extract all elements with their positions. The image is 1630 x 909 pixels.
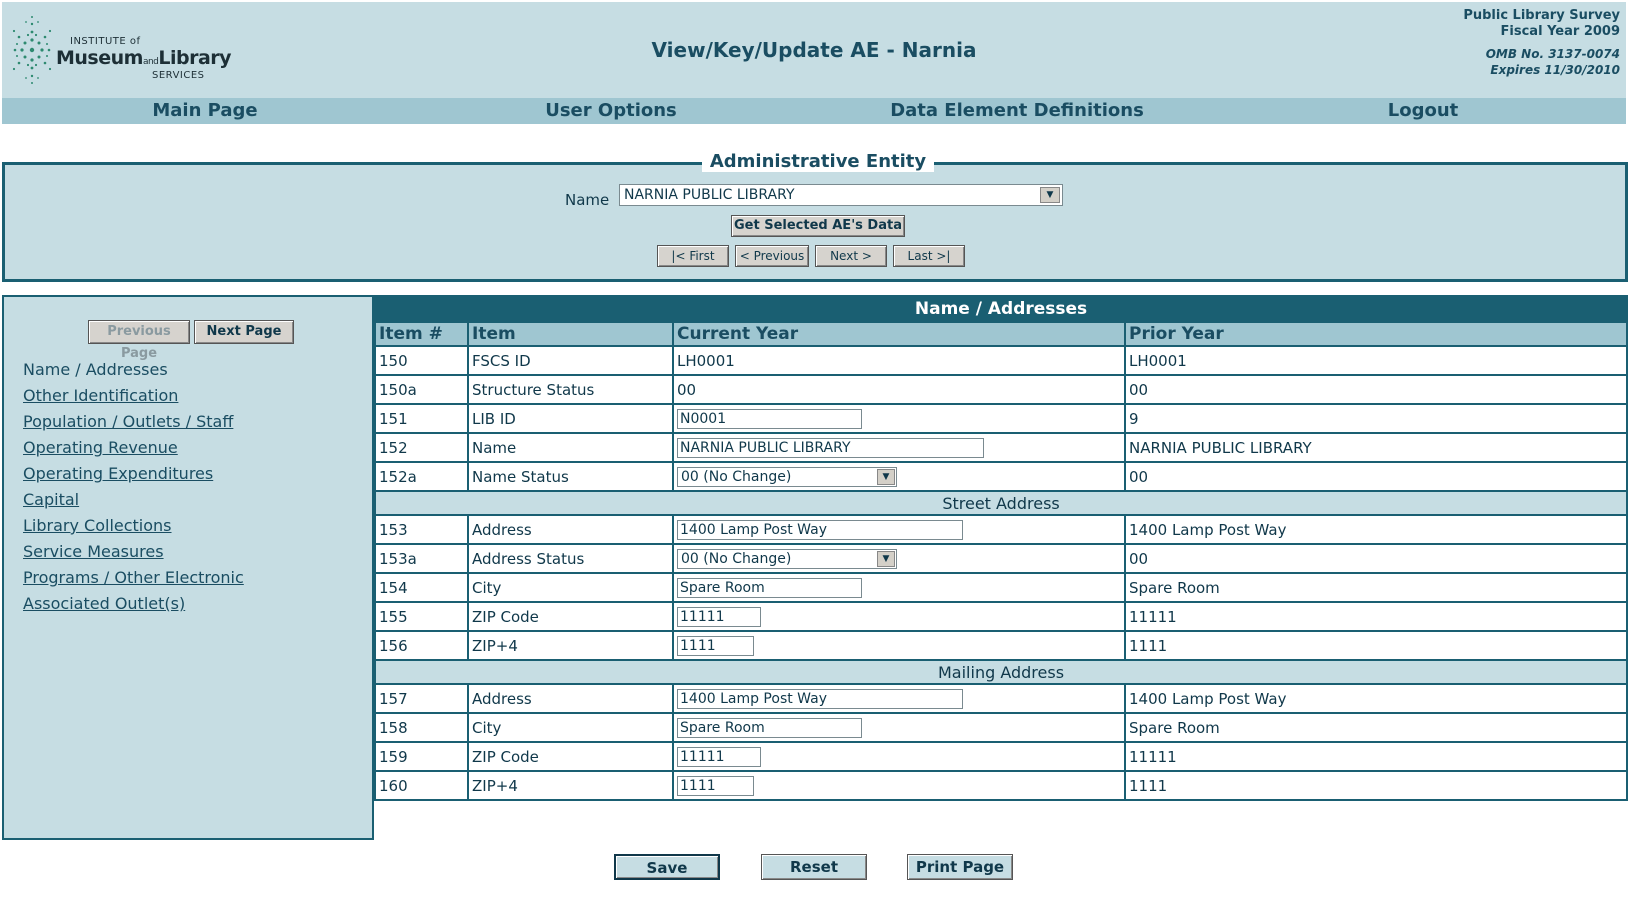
street-address-section: Street Address xyxy=(375,491,1627,515)
current-cell xyxy=(673,631,1125,660)
mailing-address-input[interactable] xyxy=(677,689,963,709)
table-row xyxy=(375,573,1627,602)
table-title: Name / Addresses xyxy=(375,296,1627,322)
table-row xyxy=(375,346,1627,375)
table-row xyxy=(375,515,1627,544)
current-cell xyxy=(673,713,1125,742)
prior-value: NARNIA PUBLIC LIBRARY xyxy=(1125,433,1627,462)
ae-legend xyxy=(5,151,1630,172)
first-record-button[interactable]: |< First xyxy=(657,245,729,267)
table-row xyxy=(375,713,1627,742)
sidebar-item-associated-outlets[interactable]: Associated Outlet(s) xyxy=(23,594,186,613)
mailing-zip4-input[interactable] xyxy=(677,776,754,796)
nav-logout[interactable]: Logout xyxy=(1387,100,1459,121)
address-status-select[interactable] xyxy=(677,549,897,569)
current-cell xyxy=(673,462,1125,491)
item-number: 153a xyxy=(375,544,468,573)
name-status-value: 00 (No Change) xyxy=(681,468,792,485)
item-number: 154 xyxy=(375,573,468,602)
prior-value: 00 xyxy=(1125,544,1627,573)
expiration-date: Expires 11/30/2010 xyxy=(1490,63,1620,77)
prior-value: 1111 xyxy=(1125,771,1627,800)
header xyxy=(2,2,1626,98)
section-row xyxy=(375,491,1627,515)
item-number: 160 xyxy=(375,771,468,800)
section-sidebar xyxy=(2,295,374,840)
chevron-down-icon[interactable]: ▼ xyxy=(877,551,895,567)
item-label: Address Status xyxy=(468,544,673,573)
previous-record-button[interactable]: < Previous xyxy=(735,245,809,267)
prior-value: 1111 xyxy=(1125,631,1627,660)
current-cell xyxy=(673,404,1125,433)
survey-info xyxy=(1463,8,1620,78)
table-row xyxy=(375,602,1627,631)
prior-value: 11111 xyxy=(1125,602,1627,631)
lib-id-input[interactable] xyxy=(677,409,862,429)
item-number: 152a xyxy=(375,462,468,491)
item-number: 153 xyxy=(375,515,468,544)
item-label: ZIP Code xyxy=(468,602,673,631)
previous-page-button[interactable]: Previous Page xyxy=(88,320,190,344)
sidebar-item-library-collections[interactable]: Library Collections xyxy=(23,516,172,535)
library-name-input[interactable] xyxy=(677,438,984,458)
sidebar-item-operating-revenue[interactable]: Operating Revenue xyxy=(23,438,178,457)
section-links xyxy=(23,357,244,617)
item-number: 155 xyxy=(375,602,468,631)
ae-name-select[interactable] xyxy=(619,184,1063,206)
current-cell xyxy=(673,602,1125,631)
street-zip4-input[interactable] xyxy=(677,636,754,656)
next-page-button[interactable]: Next Page xyxy=(194,320,294,344)
prior-value: 9 xyxy=(1125,404,1627,433)
current-cell xyxy=(673,684,1125,713)
section-row xyxy=(375,660,1627,684)
address-status-value: 00 (No Change) xyxy=(681,550,792,567)
sidebar-item-name-addresses: Name / Addresses xyxy=(23,360,168,379)
current-cell xyxy=(673,515,1125,544)
item-label: Address xyxy=(468,515,673,544)
administrative-entity-box xyxy=(2,151,1628,282)
next-record-button[interactable]: Next > xyxy=(815,245,887,267)
table-row xyxy=(375,544,1627,573)
chevron-down-icon[interactable]: ▼ xyxy=(877,469,895,485)
col-header-item: Item xyxy=(468,322,673,346)
ae-name-label: Name xyxy=(565,191,610,209)
item-label: City xyxy=(468,573,673,602)
logo-services-text: SERVICES xyxy=(152,70,205,81)
current-value: LH0001 xyxy=(673,346,1125,375)
current-cell xyxy=(673,742,1125,771)
sidebar-item-population-outlets-staff[interactable]: Population / Outlets / Staff xyxy=(23,412,234,431)
current-cell xyxy=(673,433,1125,462)
prior-value: 1400 Lamp Post Way xyxy=(1125,684,1627,713)
item-label: FSCS ID xyxy=(468,346,673,375)
item-number: 151 xyxy=(375,404,468,433)
col-header-current-year: Current Year xyxy=(673,322,1125,346)
item-label: Name Status xyxy=(468,462,673,491)
prior-value: Spare Room xyxy=(1125,573,1627,602)
page-title: View/Key/Update AE - Narnia xyxy=(651,38,977,62)
item-number: 157 xyxy=(375,684,468,713)
item-number: 152 xyxy=(375,433,468,462)
item-number: 159 xyxy=(375,742,468,771)
prior-value: 1400 Lamp Post Way xyxy=(1125,515,1627,544)
save-button[interactable]: Save xyxy=(614,854,720,880)
mailing-city-input[interactable] xyxy=(677,718,862,738)
prior-value: Spare Room xyxy=(1125,713,1627,742)
survey-name: Public Library Survey xyxy=(1463,8,1620,23)
sidebar-item-programs-other-electronic[interactable]: Programs / Other Electronic xyxy=(23,568,244,587)
item-label: Structure Status xyxy=(468,375,673,404)
table-row xyxy=(375,375,1627,404)
current-cell xyxy=(673,544,1125,573)
table-row xyxy=(375,462,1627,491)
logo-brand-and: and xyxy=(142,57,159,67)
main-nav xyxy=(2,98,1626,124)
item-label: ZIP+4 xyxy=(468,631,673,660)
prior-value: 11111 xyxy=(1125,742,1627,771)
omb-number: OMB No. 3137-0074 xyxy=(1485,47,1620,61)
current-value: 00 xyxy=(673,375,1125,404)
mailing-zip-input[interactable] xyxy=(677,747,761,767)
item-label: ZIP+4 xyxy=(468,771,673,800)
table-header-row xyxy=(375,322,1627,346)
prior-value: 00 xyxy=(1125,462,1627,491)
table-row xyxy=(375,742,1627,771)
get-selected-ae-data-button[interactable]: Get Selected AE's Data xyxy=(731,215,905,237)
print-page-button[interactable]: Print Page xyxy=(907,854,1013,880)
table-row xyxy=(375,631,1627,660)
fiscal-year: Fiscal Year 2009 xyxy=(1500,24,1620,39)
mailing-address-section: Mailing Address xyxy=(375,660,1627,684)
street-address-input[interactable] xyxy=(677,520,963,540)
table-title-row xyxy=(375,296,1627,322)
logo-brand-right: Library xyxy=(158,47,232,69)
table-row xyxy=(375,684,1627,713)
name-status-select[interactable] xyxy=(677,467,897,487)
item-number: 156 xyxy=(375,631,468,660)
sidebar-item-operating-expenditures[interactable]: Operating Expenditures xyxy=(23,464,214,483)
current-cell xyxy=(673,573,1125,602)
sidebar-item-capital[interactable]: Capital xyxy=(23,490,80,509)
item-number: 150a xyxy=(375,375,468,404)
item-number: 150 xyxy=(375,346,468,375)
nav-user-options[interactable]: User Options xyxy=(545,100,677,121)
table-row xyxy=(375,433,1627,462)
item-number: 158 xyxy=(375,713,468,742)
sidebar-item-other-identification[interactable]: Other Identification xyxy=(23,386,179,405)
item-label: City xyxy=(468,713,673,742)
reset-button[interactable]: Reset xyxy=(761,854,867,880)
last-record-button[interactable]: Last >| xyxy=(893,245,965,267)
ae-name-selected-value: NARNIA PUBLIC LIBRARY xyxy=(624,187,795,203)
street-zip-input[interactable] xyxy=(677,607,761,627)
item-label: Address xyxy=(468,684,673,713)
table-row xyxy=(375,771,1627,800)
nav-main-page[interactable]: Main Page xyxy=(152,100,258,121)
item-label: ZIP Code xyxy=(468,742,673,771)
col-header-prior-year: Prior Year xyxy=(1125,322,1627,346)
logo-brand-left: Museum xyxy=(56,47,143,69)
sidebar-item-service-measures[interactable]: Service Measures xyxy=(23,542,164,561)
nav-data-element-definitions[interactable]: Data Element Definitions xyxy=(890,100,1144,121)
prior-value: 00 xyxy=(1125,375,1627,404)
prior-value: LH0001 xyxy=(1125,346,1627,375)
item-label: Name xyxy=(468,433,673,462)
chevron-down-icon[interactable]: ▼ xyxy=(1040,187,1060,203)
col-header-item-no: Item # xyxy=(375,322,468,346)
current-cell xyxy=(673,771,1125,800)
item-label: LIB ID xyxy=(468,404,673,433)
ae-legend-text: Administrative Entity xyxy=(702,151,934,172)
name-addresses-table xyxy=(374,295,1628,801)
table-row xyxy=(375,404,1627,433)
street-city-input[interactable] xyxy=(677,578,862,598)
logo-institute-text: INSTITUTE of xyxy=(70,36,141,47)
